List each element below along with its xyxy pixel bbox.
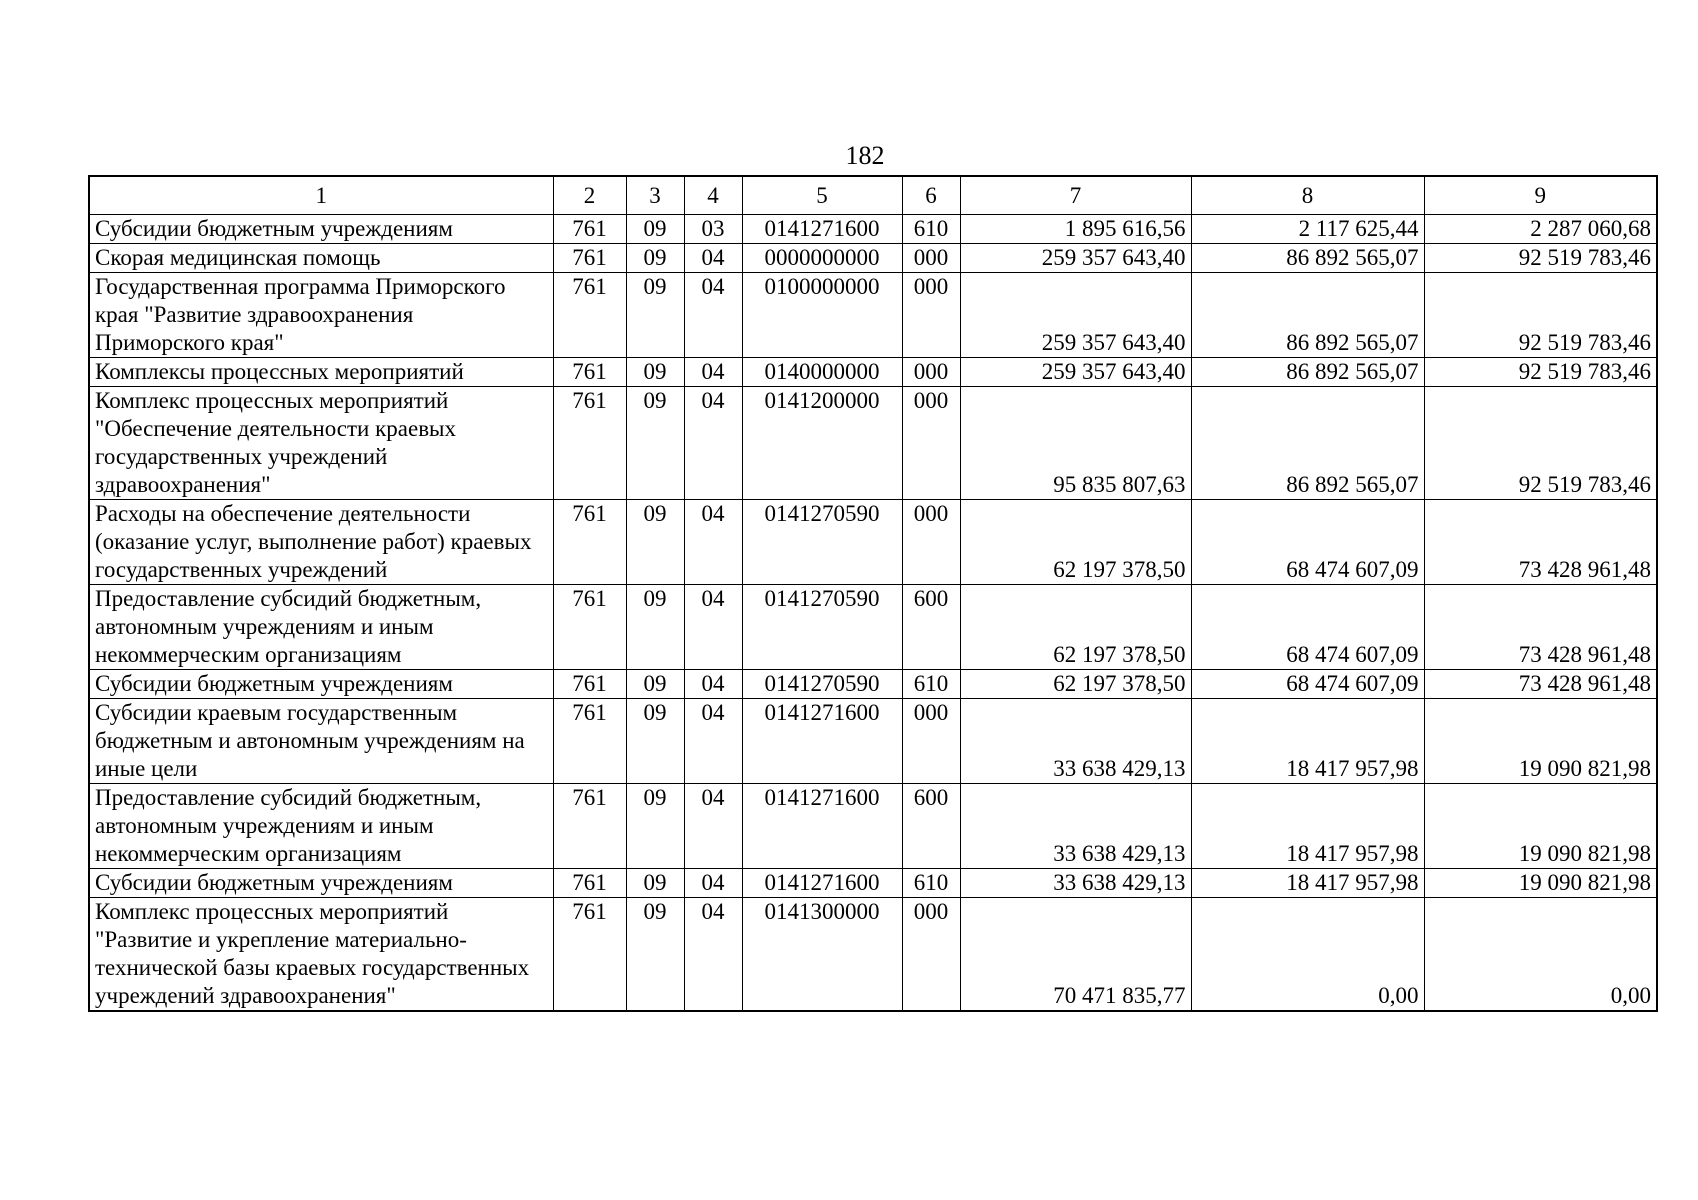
row-code-4: 04 <box>684 358 742 387</box>
row-code-4: 03 <box>684 215 742 244</box>
row-code-6: 600 <box>902 784 960 869</box>
row-sum-7: 62 197 378,50 <box>960 585 1191 670</box>
row-code-5: 0000000000 <box>742 244 902 273</box>
budget-table <box>88 175 1658 1012</box>
header-cell: 6 <box>902 176 960 215</box>
row-sum-9: 73 428 961,48 <box>1424 500 1657 585</box>
row-sum-8: 86 892 565,07 <box>1191 387 1424 500</box>
row-code-4: 04 <box>684 699 742 784</box>
header-cell: 5 <box>742 176 902 215</box>
row-code-2: 761 <box>553 500 626 585</box>
row-code-2: 761 <box>553 358 626 387</box>
row-name: Комплекс процессных мероприятий "Обеспечение деятельности краевых государственных учреждений здравоохранения" <box>89 387 553 500</box>
row-code-6: 610 <box>902 869 960 898</box>
row-code-4: 04 <box>684 387 742 500</box>
table-row <box>89 670 1657 699</box>
table-row <box>89 358 1657 387</box>
row-code-5: 0141270590 <box>742 585 902 670</box>
header-cell: 9 <box>1424 176 1657 215</box>
row-code-6: 000 <box>902 898 960 1012</box>
row-code-5: 0141271600 <box>742 869 902 898</box>
page-number: 182 <box>845 141 885 170</box>
row-code-5: 0141270590 <box>742 670 902 699</box>
row-code-2: 761 <box>553 784 626 869</box>
row-sum-8: 2 117 625,44 <box>1191 215 1424 244</box>
row-code-5: 0141271600 <box>742 699 902 784</box>
row-code-3: 09 <box>626 869 684 898</box>
row-sum-7: 259 357 643,40 <box>960 273 1191 358</box>
row-sum-9: 92 519 783,46 <box>1424 244 1657 273</box>
row-code-2: 761 <box>553 244 626 273</box>
row-code-4: 04 <box>684 585 742 670</box>
header-cell: 2 <box>553 176 626 215</box>
row-code-5: 0141300000 <box>742 898 902 1012</box>
row-sum-9: 19 090 821,98 <box>1424 699 1657 784</box>
row-name: Субсидии бюджетным учреждениям <box>89 670 553 699</box>
table-row <box>89 898 1657 1012</box>
row-code-2: 761 <box>553 699 626 784</box>
header-cell: 7 <box>960 176 1191 215</box>
row-code-5: 0141270590 <box>742 500 902 585</box>
row-code-3: 09 <box>626 585 684 670</box>
row-sum-7: 33 638 429,13 <box>960 869 1191 898</box>
row-code-5: 0140000000 <box>742 358 902 387</box>
row-sum-7: 62 197 378,50 <box>960 500 1191 585</box>
table-row <box>89 500 1657 585</box>
row-code-6: 000 <box>902 699 960 784</box>
row-sum-9: 92 519 783,46 <box>1424 387 1657 500</box>
row-code-5: 0141200000 <box>742 387 902 500</box>
row-code-4: 04 <box>684 244 742 273</box>
row-code-2: 761 <box>553 869 626 898</box>
row-code-6: 600 <box>902 585 960 670</box>
row-code-5: 0141271600 <box>742 784 902 869</box>
row-sum-9: 0,00 <box>1424 898 1657 1012</box>
row-sum-8: 68 474 607,09 <box>1191 585 1424 670</box>
row-sum-9: 73 428 961,48 <box>1424 585 1657 670</box>
row-name: Предоставление субсидий бюджетным, автономным учреждениям и иным некоммерческим организациям <box>89 784 553 869</box>
row-sum-8: 86 892 565,07 <box>1191 244 1424 273</box>
table-row <box>89 699 1657 784</box>
row-name: Расходы на обеспечение деятельности (оказание услуг, выполнение работ) краевых государственных учреждений <box>89 500 553 585</box>
row-code-4: 04 <box>684 784 742 869</box>
row-name: Комплексы процессных мероприятий <box>89 358 553 387</box>
row-sum-9: 2 287 060,68 <box>1424 215 1657 244</box>
header-cell: 8 <box>1191 176 1424 215</box>
row-sum-7: 33 638 429,13 <box>960 784 1191 869</box>
row-name: Предоставление субсидий бюджетным, автономным учреждениям и иным некоммерческим организациям <box>89 585 553 670</box>
header-cell: 1 <box>89 176 553 215</box>
row-sum-7: 1 895 616,56 <box>960 215 1191 244</box>
row-code-3: 09 <box>626 699 684 784</box>
row-code-4: 04 <box>684 273 742 358</box>
table-row <box>89 273 1657 358</box>
row-code-6: 000 <box>902 358 960 387</box>
row-sum-8: 18 417 957,98 <box>1191 699 1424 784</box>
row-sum-8: 68 474 607,09 <box>1191 500 1424 585</box>
row-code-6: 000 <box>902 244 960 273</box>
table-row <box>89 215 1657 244</box>
row-name: Субсидии краевым государственным бюджетным и автономным учреждениям на иные цели <box>89 699 553 784</box>
row-sum-8: 0,00 <box>1191 898 1424 1012</box>
row-code-3: 09 <box>626 387 684 500</box>
table-row <box>89 387 1657 500</box>
header-cell: 3 <box>626 176 684 215</box>
row-sum-9: 92 519 783,46 <box>1424 273 1657 358</box>
table-row <box>89 784 1657 869</box>
row-name: Субсидии бюджетным учреждениям <box>89 215 553 244</box>
row-sum-7: 62 197 378,50 <box>960 670 1191 699</box>
row-sum-8: 18 417 957,98 <box>1191 784 1424 869</box>
row-code-3: 09 <box>626 358 684 387</box>
row-name: Субсидии бюджетным учреждениям <box>89 869 553 898</box>
row-sum-8: 86 892 565,07 <box>1191 358 1424 387</box>
row-code-3: 09 <box>626 500 684 585</box>
row-code-2: 761 <box>553 215 626 244</box>
row-code-3: 09 <box>626 784 684 869</box>
row-name: Комплекс процессных мероприятий "Развитие и укрепление материально-технической базы краевых государственных учреждений здравоохранения" <box>89 898 553 1012</box>
row-name: Государственная программа Приморского края "Развитие здравоохранения Приморского края" <box>89 273 553 358</box>
row-sum-9: 92 519 783,46 <box>1424 358 1657 387</box>
header-row <box>89 176 1657 215</box>
row-code-5: 0141271600 <box>742 215 902 244</box>
table-row <box>89 585 1657 670</box>
row-code-2: 761 <box>553 585 626 670</box>
table-row <box>89 869 1657 898</box>
row-sum-8: 18 417 957,98 <box>1191 869 1424 898</box>
row-code-5: 0100000000 <box>742 273 902 358</box>
row-sum-9: 19 090 821,98 <box>1424 869 1657 898</box>
row-sum-7: 259 357 643,40 <box>960 244 1191 273</box>
row-code-4: 04 <box>684 898 742 1012</box>
row-sum-7: 95 835 807,63 <box>960 387 1191 500</box>
row-sum-7: 33 638 429,13 <box>960 699 1191 784</box>
row-code-4: 04 <box>684 500 742 585</box>
row-code-6: 610 <box>902 670 960 699</box>
row-sum-7: 70 471 835,77 <box>960 898 1191 1012</box>
row-code-6: 000 <box>902 500 960 585</box>
row-code-3: 09 <box>626 244 684 273</box>
row-sum-7: 259 357 643,40 <box>960 358 1191 387</box>
row-code-2: 761 <box>553 273 626 358</box>
row-code-3: 09 <box>626 898 684 1012</box>
row-code-3: 09 <box>626 215 684 244</box>
row-code-2: 761 <box>553 387 626 500</box>
row-code-4: 04 <box>684 869 742 898</box>
row-code-6: 000 <box>902 273 960 358</box>
row-code-6: 610 <box>902 215 960 244</box>
row-sum-9: 19 090 821,98 <box>1424 784 1657 869</box>
row-code-3: 09 <box>626 670 684 699</box>
row-name: Скорая медицинская помощь <box>89 244 553 273</box>
row-sum-9: 73 428 961,48 <box>1424 670 1657 699</box>
row-sum-8: 68 474 607,09 <box>1191 670 1424 699</box>
row-code-2: 761 <box>553 670 626 699</box>
row-code-6: 000 <box>902 387 960 500</box>
row-code-3: 09 <box>626 273 684 358</box>
table-row <box>89 244 1657 273</box>
row-sum-8: 86 892 565,07 <box>1191 273 1424 358</box>
row-code-2: 761 <box>553 898 626 1012</box>
header-cell: 4 <box>684 176 742 215</box>
row-code-4: 04 <box>684 670 742 699</box>
